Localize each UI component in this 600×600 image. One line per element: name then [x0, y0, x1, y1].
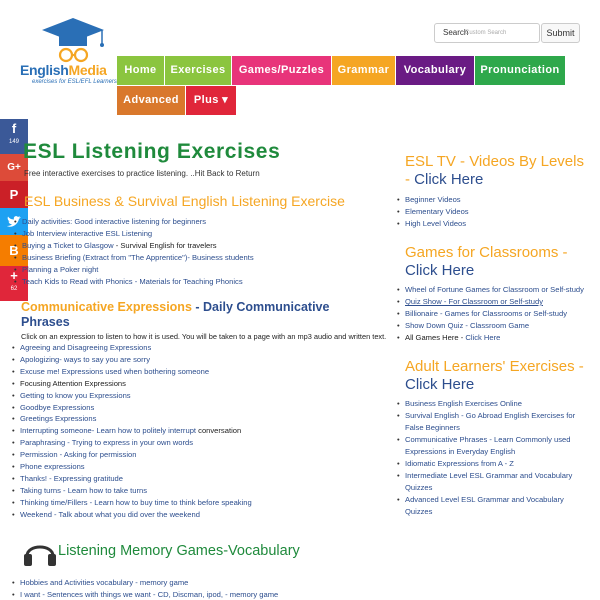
- list-item-link[interactable]: Weekend - Talk about what you did over the weekend: [20, 509, 200, 519]
- page-title: ESL Listening Exercises: [23, 140, 281, 163]
- list-item[interactable]: [12, 366, 252, 378]
- search-input[interactable]: [434, 23, 540, 43]
- nav-pronunciation[interactable]: Pronunciation: [475, 56, 565, 85]
- list-item-text: conversation: [196, 426, 242, 436]
- list-item-link[interactable]: Job Interview interactive ESL Listening: [22, 228, 153, 238]
- list-item[interactable]: [12, 497, 252, 509]
- list-item-link[interactable]: Daily activities: Good interactive listening for beginners: [22, 217, 207, 226]
- nav-home[interactable]: Home: [117, 56, 164, 85]
- list-item[interactable]: [397, 320, 592, 332]
- list-item-link[interactable]: Getting to know you Expressions: [20, 390, 131, 400]
- list-item[interactable]: [12, 461, 252, 473]
- list-item[interactable]: [12, 449, 252, 461]
- list-item[interactable]: [14, 228, 254, 240]
- list-item[interactable]: • High Level Videos: [397, 218, 587, 230]
- list-item-link[interactable]: I want - Sentences with things we want - CD, Discman, ipod, - memory game: [20, 589, 279, 599]
- google-plus-icon: G+: [7, 162, 21, 173]
- search-label: Search: [443, 28, 469, 37]
- page-intro: Free interactive exercises to practice listening. ..Hit Back to Return: [24, 169, 260, 178]
- list-item-link[interactable]: Agreeing and Disagreeing Expressions: [20, 343, 152, 352]
- communicative-description: Click on an expression to listen to how it is used. You will be taken to a page with an mp3 audio and written text.: [21, 332, 387, 341]
- business-list: [14, 216, 254, 287]
- memory-list: [12, 577, 278, 600]
- list-item-link[interactable]: Planning a Poker night: [22, 264, 99, 274]
- list-item-link[interactable]: Greetings Expressions: [20, 414, 97, 424]
- list-item[interactable]: [14, 240, 254, 252]
- list-item[interactable]: [12, 413, 252, 425]
- list-item-link[interactable]: Teach Kids to Read with Phonics - Materials for Teaching Phonics: [22, 276, 243, 286]
- list-item[interactable]: [12, 473, 252, 485]
- list-item[interactable]: [12, 437, 252, 449]
- list-item[interactable]: • Communicative Phrases - Learn Commonly used Expressions in Everyday English: [397, 434, 577, 458]
- pinterest-icon: P: [9, 187, 19, 202]
- list-item-link[interactable]: Goodbye Expressions: [20, 402, 95, 412]
- list-item-link[interactable]: Buying a Ticket to Glasgow: [22, 240, 114, 250]
- nav-plus-dropdown[interactable]: Plus ▾: [186, 86, 236, 115]
- list-item[interactable]: [397, 332, 592, 344]
- games-heading[interactable]: Games for Classrooms - Click Here: [405, 244, 568, 279]
- communicative-section-heading: Communicative Expressions - Daily Communicative Phrases: [21, 300, 330, 329]
- nav-advanced[interactable]: Advanced: [117, 86, 185, 115]
- list-item[interactable]: [12, 378, 252, 390]
- list-item-text: All Games Here -: [405, 333, 466, 342]
- logo-wordmark: EnglishMedia: [20, 62, 107, 78]
- list-item-link[interactable]: Excuse me! Expressions used when bothering someone: [20, 366, 210, 376]
- list-item[interactable]: [14, 264, 254, 276]
- list-item[interactable]: [12, 485, 252, 497]
- share-count: 62: [10, 286, 18, 292]
- list-item-link[interactable]: Interrupting someone- Learn how to politely interrupt: [20, 426, 197, 436]
- adult-learners-heading[interactable]: Adult Learners' Exercises - Click Here: [405, 358, 584, 393]
- list-item[interactable]: [397, 296, 592, 308]
- list-item[interactable]: [12, 354, 252, 366]
- list-item-text: Focusing Attention Expressions: [20, 378, 126, 388]
- nav-vocabulary[interactable]: Vocabulary: [396, 56, 474, 85]
- list-item[interactable]: [14, 216, 254, 228]
- list-item[interactable]: [12, 390, 252, 402]
- esl-tv-heading[interactable]: ESL TV - Videos By Levels - Click Here: [405, 153, 584, 188]
- list-item-link[interactable]: Taking turns - Learn how to take turns: [20, 485, 148, 495]
- headphones-icon: [22, 536, 58, 568]
- adult-click-here-link[interactable]: Click Here: [405, 376, 475, 393]
- list-item-link[interactable]: Wheel of Fortune Games for Classroom or Self-study: [405, 285, 584, 294]
- list-item[interactable]: • Survival English - Go Abroad English Exercises for False Beginners: [397, 410, 577, 434]
- business-section-heading: ESL Business & Survival English Listening Exercise: [24, 193, 345, 209]
- list-item-link[interactable]: Hobbies and Activities vocabulary - memory game: [20, 578, 189, 587]
- list-item-text: - Survival English for travelers: [113, 240, 217, 250]
- list-item-link[interactable]: Phone expressions: [20, 462, 85, 472]
- graduation-cap-icon: [18, 16, 118, 66]
- facebook-icon: f: [11, 121, 17, 136]
- esl-tv-list: [397, 194, 587, 230]
- plus-icon: +: [10, 268, 18, 283]
- list-item[interactable]: [397, 308, 592, 320]
- list-item-link[interactable]: Business Briefing (Extract from "The Apprentice")- Business students: [22, 252, 254, 262]
- list-item[interactable]: • Beginner Videos: [397, 194, 587, 206]
- facebook-share-count: 149: [8, 139, 19, 145]
- list-item-link[interactable]: Apologizing- ways to say you are sorry: [20, 354, 150, 364]
- submit-button[interactable]: Submit: [541, 23, 580, 43]
- list-item[interactable]: [12, 342, 252, 354]
- list-item-link[interactable]: Quiz Show - For Classroom or Self-study: [405, 297, 543, 306]
- blogger-icon: B: [9, 243, 19, 258]
- list-item[interactable]: • Business English Exercises Online: [397, 398, 577, 410]
- logo-tagline: exercises for ESL/EFL Learners: [32, 79, 117, 85]
- list-item-link[interactable]: Paraphrasing - Trying to express in your own words: [20, 438, 194, 448]
- list-item[interactable]: [12, 589, 278, 600]
- adult-learners-list: [397, 398, 577, 518]
- list-item[interactable]: [397, 284, 592, 296]
- memory-section-heading: Listening Memory Games-Vocabulary: [58, 543, 300, 559]
- search-placeholder: Custom Search: [465, 30, 507, 36]
- list-item-link[interactable]: Show Down Quiz - Classroom Game: [405, 321, 530, 330]
- list-item-link[interactable]: Click Here: [465, 333, 501, 342]
- list-item[interactable]: [14, 252, 254, 264]
- list-item[interactable]: • Intermediate Level ESL Grammar and Vocabulary Quizzes: [397, 470, 577, 494]
- nav-grammar[interactable]: Grammar: [332, 56, 395, 85]
- esl-tv-click-here-link[interactable]: Click Here: [414, 171, 484, 188]
- list-item[interactable]: [12, 402, 252, 414]
- games-list: [397, 284, 592, 344]
- list-item[interactable]: [12, 425, 252, 437]
- communicative-list: [12, 342, 252, 521]
- list-item[interactable]: • Advanced Level ESL Grammar and Vocabulary Quizzes: [397, 494, 577, 518]
- list-item-link[interactable]: Thinking time/Fillers - Learn how to buy time to think before speaking: [20, 497, 252, 507]
- list-item-link[interactable]: Permission - Asking for permission: [20, 450, 137, 460]
- list-item-link[interactable]: Thanks! - Expressing gratitude: [20, 473, 123, 483]
- nav-games-puzzles[interactable]: Games/Puzzles: [232, 56, 331, 85]
- list-item[interactable]: [14, 276, 254, 288]
- nav-exercises[interactable]: Exercises: [165, 56, 231, 85]
- list-item[interactable]: [12, 509, 252, 521]
- site-logo[interactable]: [18, 16, 118, 90]
- list-item[interactable]: • Elementary Videos: [397, 206, 587, 218]
- list-item[interactable]: • Idiomatic Expressions from A - Z: [397, 458, 577, 470]
- games-click-here-link[interactable]: Click Here: [405, 262, 475, 279]
- list-item[interactable]: [12, 577, 278, 589]
- list-item-link[interactable]: Billionaire - Games for Classrooms or Self-study: [405, 309, 568, 318]
